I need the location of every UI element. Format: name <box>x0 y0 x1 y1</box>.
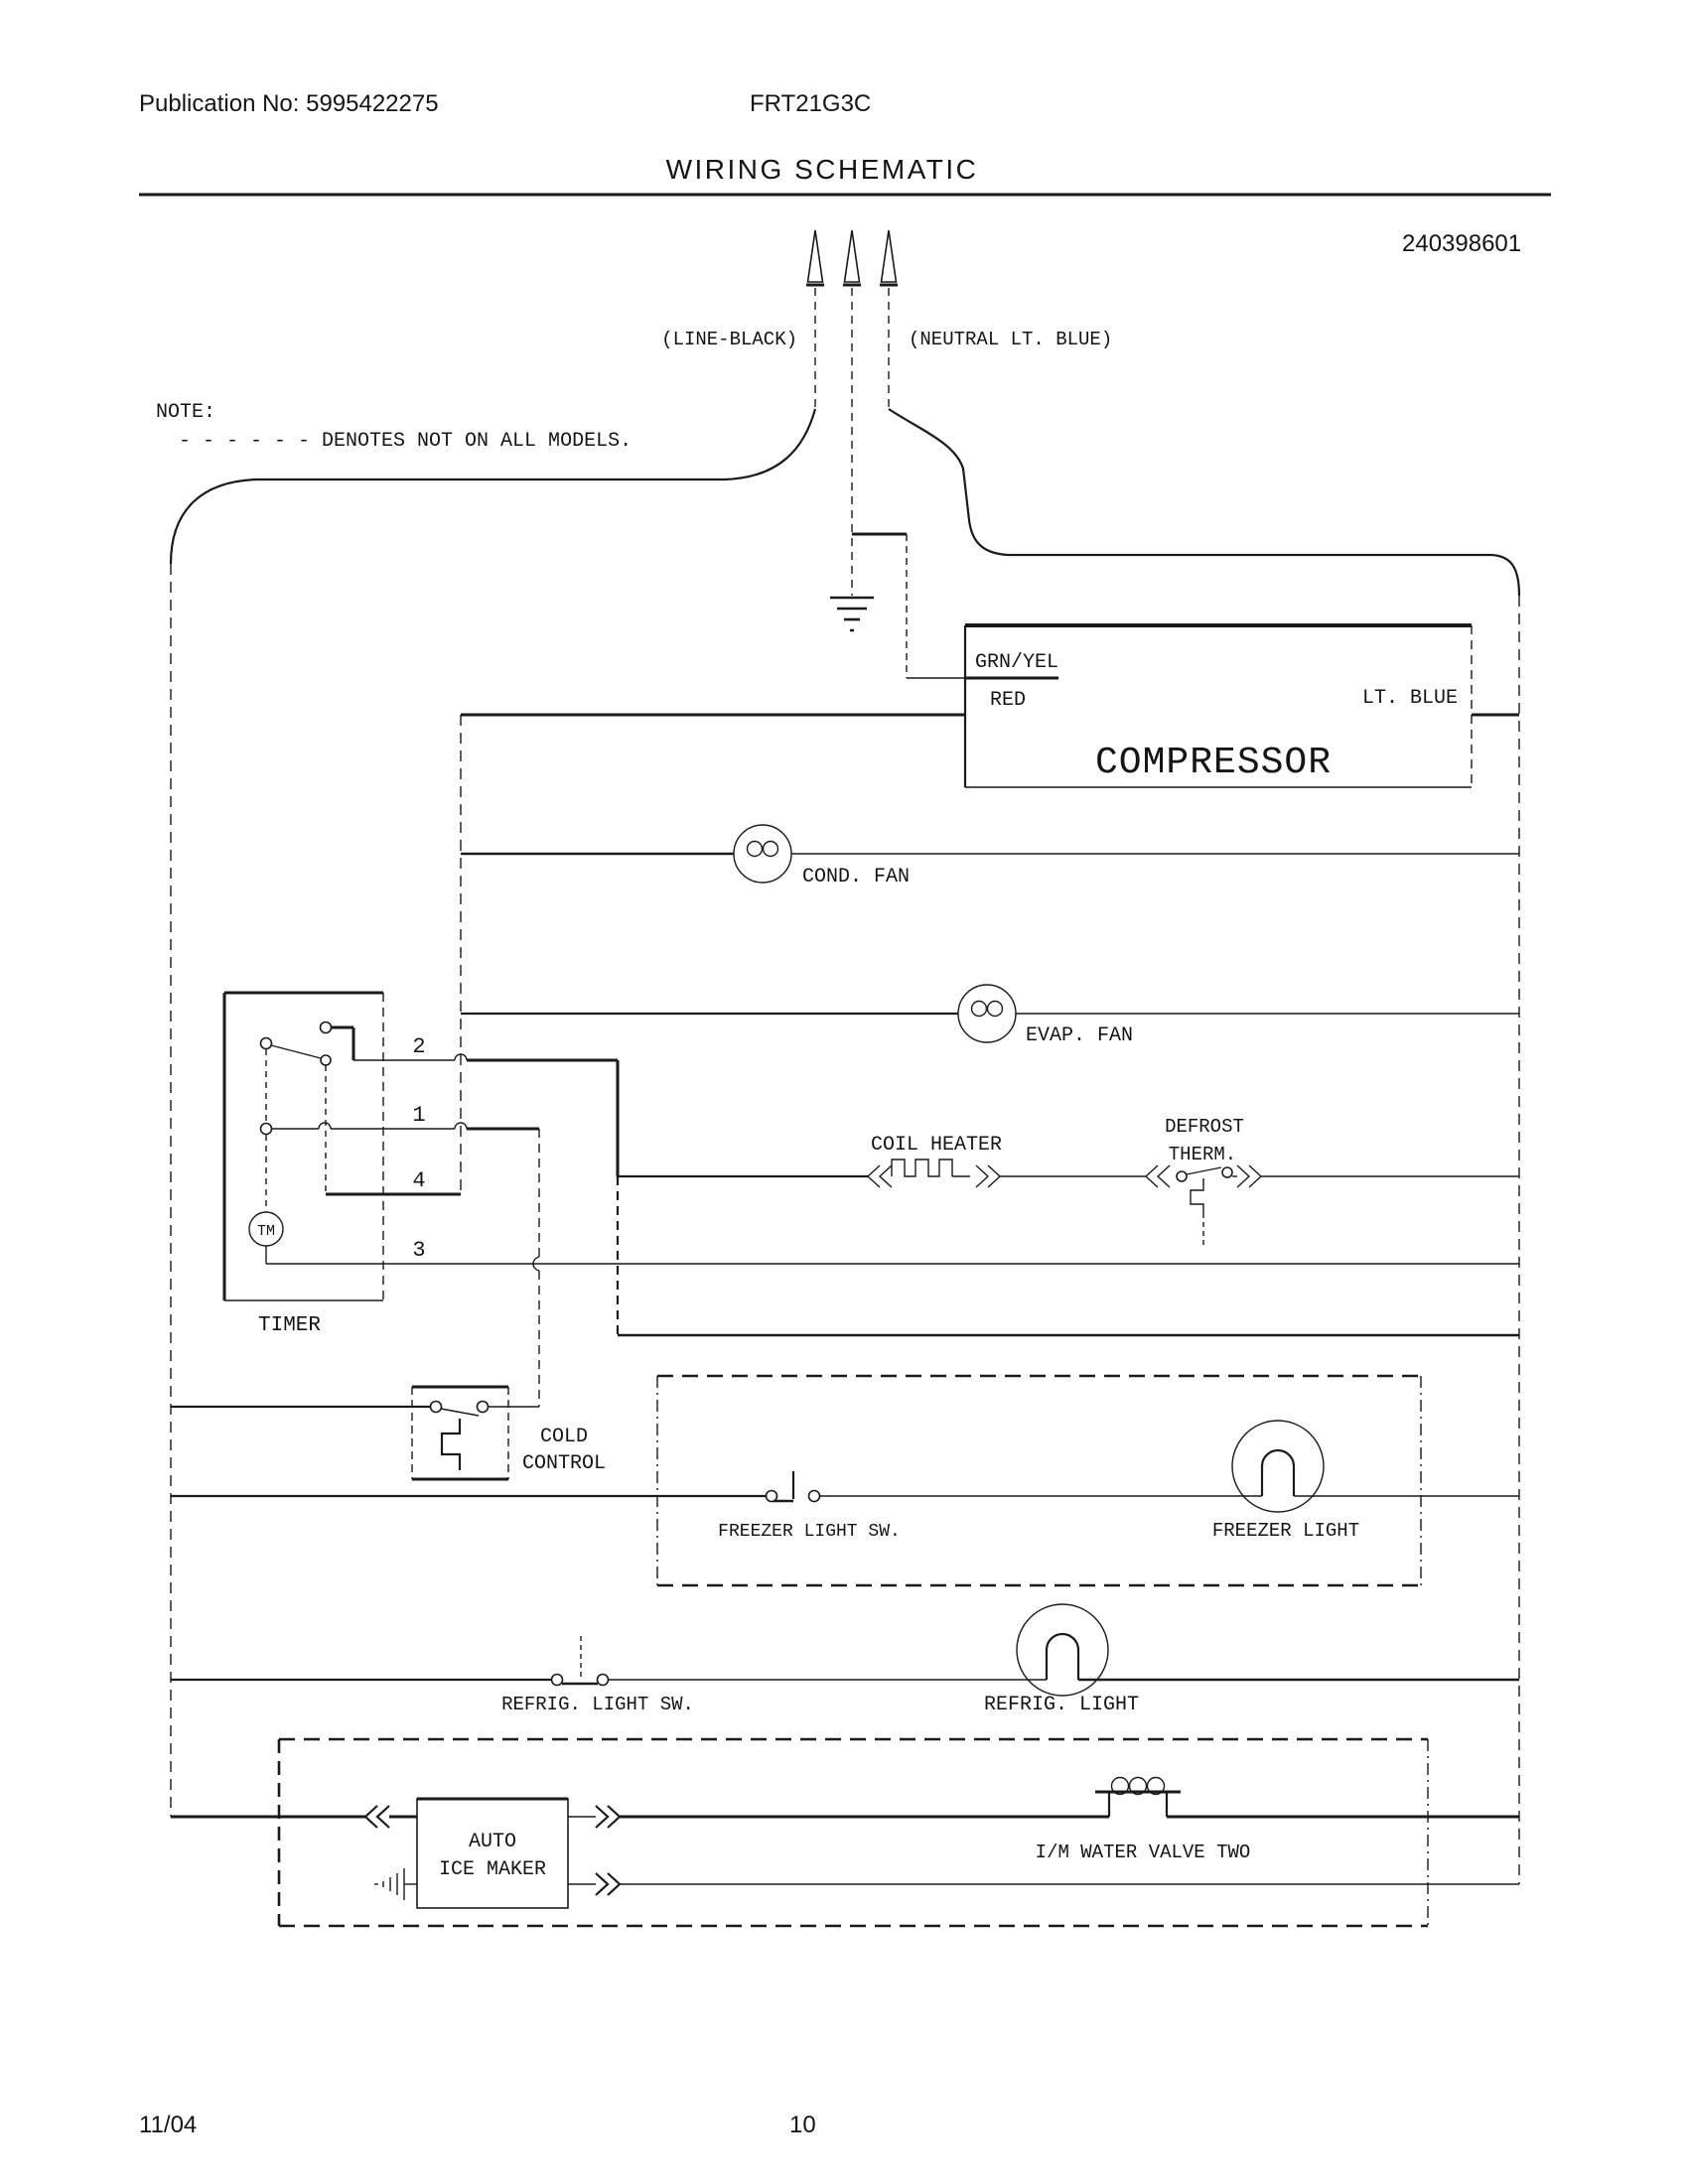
compressor-label: COMPRESSOR <box>1095 742 1333 784</box>
note-label: NOTE: <box>156 401 216 424</box>
timer-wire-3 <box>266 1238 1519 1264</box>
timer-contact-2 <box>321 1023 332 1033</box>
footer-date: 11/04 <box>139 2112 198 2138</box>
neutral-lt-blue-label: (NEUTRAL LT. BLUE) <box>909 329 1113 350</box>
freezer-light-label: FREEZER LIGHT <box>1211 1520 1360 1542</box>
coil-heater-label: COIL HEATER <box>871 1134 1003 1157</box>
cold-control-bellows <box>442 1419 460 1470</box>
neutral-prong-arrow-icon <box>880 230 898 285</box>
auto-ice-maker-label-1: AUTO <box>468 1831 517 1853</box>
footer <box>139 2112 816 2138</box>
refrig-light-label: REFRIG. LIGHT <box>983 1694 1140 1716</box>
wire-label-lt-blue: LT. BLUE <box>1361 687 1458 710</box>
timer-wire-4 <box>326 1168 461 1194</box>
defrost-thermostat <box>1146 1116 1519 1249</box>
cold-control-box <box>171 1387 606 1479</box>
freezer-light-enclosure <box>657 1376 1421 1585</box>
defrost-therm-label-1: DEFROST <box>1165 1116 1244 1138</box>
cond-fan <box>461 825 1519 888</box>
timer-switch-arm <box>271 1045 321 1058</box>
freezer-light-switch <box>171 1471 901 1542</box>
coil-heater-element-icon <box>892 1160 952 1176</box>
cold-control-label-1: COLD <box>539 1426 589 1448</box>
timer-box <box>224 993 383 1337</box>
ground-prong-arrow-icon <box>843 230 861 285</box>
auto-ice-maker-box <box>417 1799 568 1908</box>
coil-heater <box>618 1134 1146 1187</box>
note-text: - - - - - - DENOTES NOT ON ALL MODELS. <box>179 430 633 453</box>
ice-maker-feed <box>171 1806 417 1828</box>
note <box>156 401 632 453</box>
page-title: WIRING SCHEMATIC <box>665 154 979 185</box>
page-number: 10 <box>789 2112 816 2138</box>
defrost-therm-arm <box>1187 1167 1221 1174</box>
timer-contact-4 <box>321 1055 331 1065</box>
cond-fan-motor-icon <box>734 825 791 883</box>
refrig-light-bulb-icon <box>1017 1604 1108 1696</box>
freezer-light-lamp <box>820 1421 1519 1542</box>
terminal-label-3: 3 <box>412 1238 426 1263</box>
cold-control-drop <box>533 1129 539 1407</box>
timer-motor-label: TM <box>256 1223 276 1240</box>
model-number: FRT21G3C <box>750 90 872 117</box>
defrost-capillary <box>1191 1178 1203 1213</box>
power-plug <box>171 230 1522 596</box>
part-number: 240398601 <box>1402 230 1522 257</box>
wire-label-grn-yel: GRN/YEL <box>975 651 1059 674</box>
line-black-label: (LINE-BLACK) <box>661 329 797 350</box>
freezer-light-sw-label: FREEZER LIGHT SW. <box>718 1522 901 1542</box>
cold-control-label-2: CONTROL <box>521 1452 607 1475</box>
timer-wire-1 <box>271 1103 539 1129</box>
evap-fan-label: EVAP. FAN <box>1026 1024 1134 1047</box>
ground-icon <box>830 598 874 630</box>
water-valve-circuit <box>568 1778 1519 1864</box>
publication-number: Publication No: 5995422275 <box>139 90 439 117</box>
terminal-label-4: 4 <box>412 1168 426 1193</box>
auto-ice-maker-label-2: ICE MAKER <box>438 1858 547 1881</box>
cold-control-arm <box>441 1409 479 1416</box>
plug-neck-right-outline <box>889 409 1519 596</box>
refrig-light-lamp <box>609 1604 1519 1716</box>
wire-label-red: RED <box>990 689 1027 712</box>
timer-wire-2 <box>353 1034 618 1060</box>
defrost-therm-label-2: THERM. <box>1168 1144 1237 1165</box>
refrig-light-sw-label: REFRIG. LIGHT SW. <box>501 1694 694 1715</box>
terminal-label-1: 1 <box>412 1103 426 1128</box>
timer-terminal-1 <box>261 1124 272 1135</box>
cond-fan-label: COND. FAN <box>802 866 911 888</box>
refrig-light-switch <box>171 1636 694 1715</box>
header <box>139 90 1551 257</box>
timer-label: TIMER <box>258 1314 322 1337</box>
compressor-box <box>965 625 1472 787</box>
freezer-light-bulb-icon <box>1232 1421 1324 1512</box>
evap-fan <box>461 985 1519 1047</box>
line-prong-arrow-icon <box>806 230 824 285</box>
timer-pivot <box>261 1038 272 1049</box>
water-valve-label: I/M WATER VALVE TWO <box>1035 1842 1251 1863</box>
evap-fan-motor-icon <box>958 985 1016 1042</box>
terminal-label-2: 2 <box>412 1034 426 1059</box>
